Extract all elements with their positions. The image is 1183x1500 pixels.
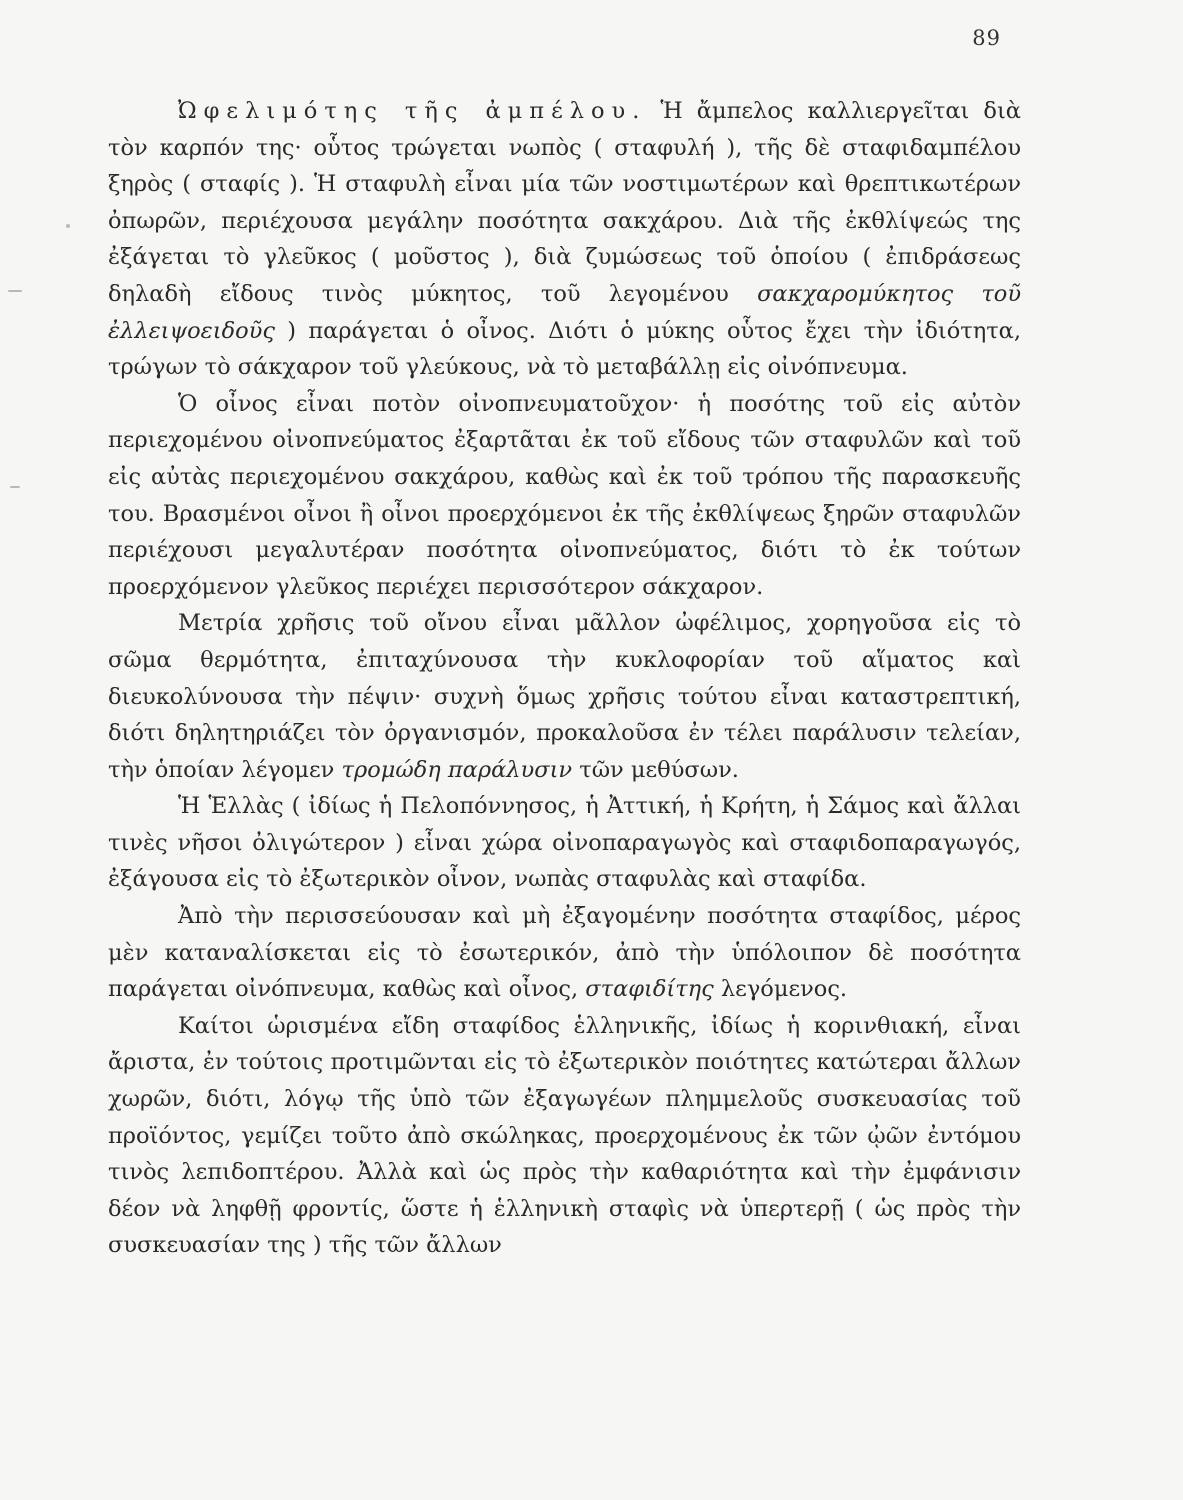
paragraph bbox=[108, 605, 1021, 788]
paragraph bbox=[108, 788, 1021, 898]
text-run: Ἡ ἄμπελος καλλιεργεῖται διὰ τὸν καρπόν της· οὗτος τρώγεται νωπὸς ( σταφυλή ), τῆς δὲ σταφιδαμπέλου ξηρὸς ( σταφίς ). Ἡ σταφυλὴ εἶναι μία τῶν νοστιμωτέρων καὶ θρεπτικωτέρων ὀπωρῶν, περιέχουσα μεγάλην ποσότητα σακχάρου. Διὰ τῆς ἐκθλίψεώς της ἐξάγεται τὸ γλεῦκος ( μοῦστος ), διὰ ζυμώσεως τοῦ ὁποίου ( ἐπιδράσεως δηλαδὴ εἴδους τινὸς μύκητος, τοῦ λεγομένου bbox=[108, 98, 1021, 307]
section-heading: Ὠφελιμότης τῆς ἀμπέλου. bbox=[178, 98, 647, 124]
text-run: ) παράγεται ὁ οἶνος. Διότι ὁ μύκης οὗτος ἔχει τὴν ἰδιότητα, τρώγων τὸ σάκχαρον τοῦ γλεύκους, νὰ τὸ μεταβάλλῃ εἰς οἰνόπνευμα. bbox=[108, 317, 1021, 381]
scan-speck bbox=[10, 486, 20, 488]
body-text bbox=[108, 93, 1021, 1264]
page-number: 89 bbox=[972, 26, 1001, 50]
scan-speck bbox=[66, 224, 70, 228]
text-run: Μετρία χρῆσις τοῦ οἴνου εἶναι μᾶλλον ὠφέλιμος, χορηγοῦσα εἰς τὸ σῶμα θερμότητα, ἐπιταχύνουσα τὴν κυκλοφορίαν τοῦ αἵματος καὶ διευκολύνουσα τὴν πέψιν· συχνὴ ὅμως χρῆσις τούτου εἶναι καταστρεπτική, διότι δηλητηριάζει τὸν ὀργανισμόν, προκαλοῦσα ἐν τέλει παράλυσιν τελείαν, τὴν ὁποίαν λέγομεν bbox=[108, 610, 1021, 783]
text-run: τῶν μεθύσων. bbox=[572, 756, 739, 783]
paragraph bbox=[108, 1008, 1021, 1264]
italic-term: σταφιδίτης bbox=[585, 976, 714, 1003]
text-run: Ἡ Ἑλλὰς ( ἰδίως ἡ Πελοπόννησος, ἡ Ἀττική, ἡ Κρήτη, ἡ Σάμος καὶ ἄλλαι τινὲς νῆσοι ὀλιγώτερον ) εἶναι χώρα οἰνοπαραγωγὸς καὶ σταφιδοπαραγωγός, ἐξάγουσα εἰς τὸ ἐξωτερικὸν οἶνον, νωπὰς σταφυλὰς καὶ σταφίδα. bbox=[108, 793, 1021, 893]
italic-term: σακχαρομύκητος τοῦ ἐλλειψοειδοῦς bbox=[108, 280, 1021, 344]
text-run: Καίτοι ὡρισμένα εἴδη σταφίδος ἑλληνικῆς, ἰδίως ἡ κορινθιακή, εἶναι ἄριστα, ἐν τούτοις προτιμῶνται εἰς τὸ ἐξωτερικὸν ποιότητες κατώτεραι ἄλλων χωρῶν, διότι, λόγῳ τῆς ὑπὸ τῶν ἐξαγωγέων πλημμελοῦς συσκευασίας τοῦ προϊόντος, γεμίζει τοῦτο ἀπὸ σκώληκας, προερχομένους ἐκ τῶν ᾠῶν ἐντόμου τινὸς λεπιδοπτέρου. Ἀλλὰ καὶ ὡς πρὸς τὴν καθαριότητα καὶ τὴν ἐμφάνισιν δέον νὰ ληφθῇ φροντίς, ὥστε ἡ ἑλληνικὴ σταφὶς νὰ ὑπερτερῇ ( ὡς πρὸς τὴν συσκευασίαν της ) τῆς τῶν ἄλλων bbox=[108, 1012, 1021, 1259]
paragraph bbox=[108, 898, 1021, 1008]
text-run: Ἀπὸ τὴν περισσεύουσαν καὶ μὴ ἐξαγομένην ποσότητα σταφίδος, μέρος μὲν καταναλίσκεται εἰς τὸ ἐσωτερικόν, ἀπὸ τὴν ὑπόλοιπον δὲ ποσότητα παράγεται οἰνόπνευμα, καθὼς καὶ οἶνος, bbox=[108, 903, 1021, 1003]
italic-term: τρομώδη παράλυσιν bbox=[341, 756, 573, 783]
text-run: λεγόμενος. bbox=[713, 976, 848, 1003]
paragraph bbox=[108, 93, 1021, 386]
scan-speck bbox=[8, 290, 22, 292]
text-run: Ὁ οἶνος εἶναι ποτὸν οἰνοπνευματοῦχον· ἡ ποσότης τοῦ εἰς αὐτὸν περιεχομένου οἰνοπνεύματος ἐξαρτᾶται ἐκ τοῦ εἴδους τῶν σταφυλῶν καὶ τοῦ εἰς αὐτὰς περιεχομένου σακχάρου, καθὼς καὶ ἐκ τοῦ τρόπου τῆς παρασκευῆς του. Βρασμένοι οἶνοι ἢ οἶνοι προερχόμενοι ἐκ τῆς ἐκθλίψεως ξηρῶν σταφυλῶν περιέχουσι μεγαλυτέραν ποσότητα οἰνοπνεύματος, διότι τὸ ἐκ τούτων προερχόμενον γλεῦκος περιέχει περισσότερον σάκχαρον. bbox=[108, 390, 1021, 600]
paragraph bbox=[108, 386, 1021, 606]
